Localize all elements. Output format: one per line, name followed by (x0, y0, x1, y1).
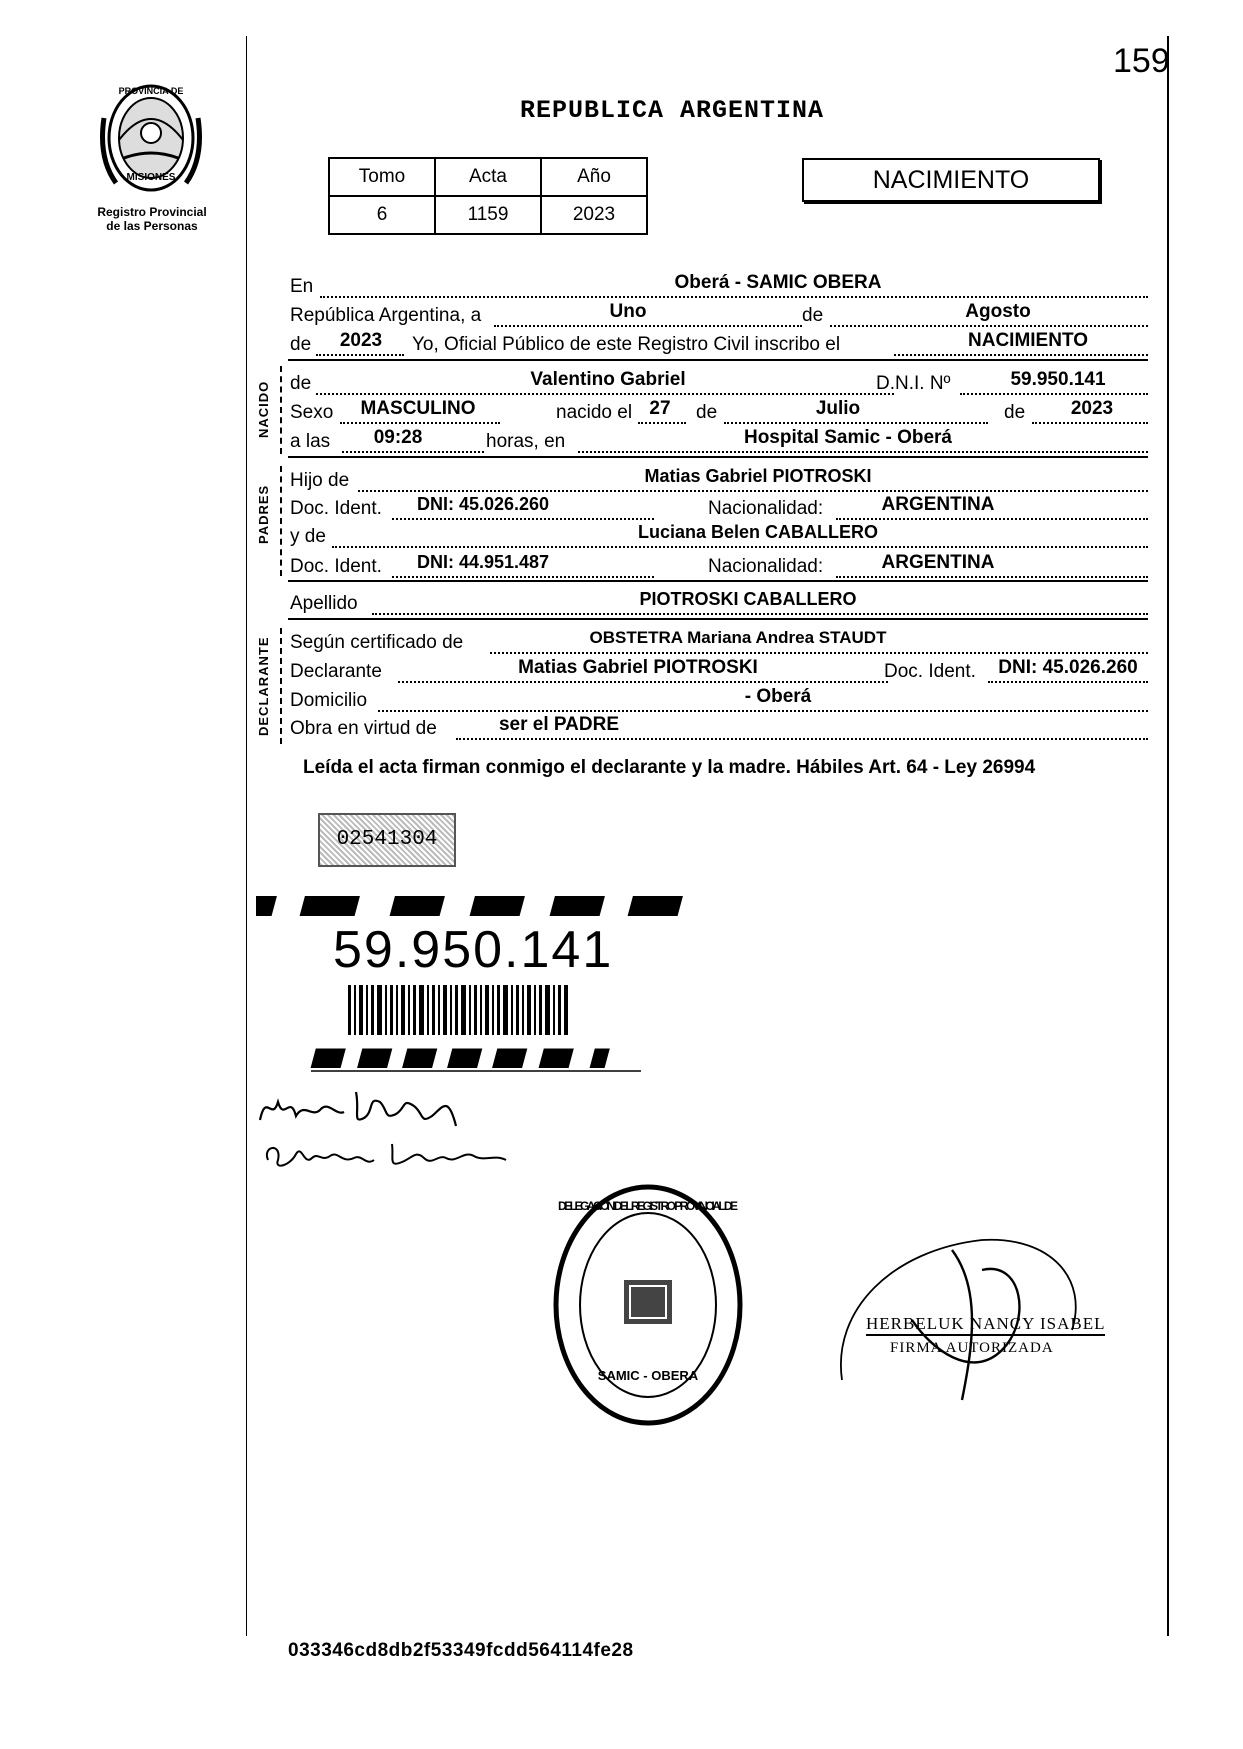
nacionalidad-label: Nacionalidad: (708, 498, 824, 519)
en-label: En (290, 276, 314, 297)
father-doc-value: DNI: 45.026.260 (416, 494, 550, 514)
segun-label: Según certificado de (290, 632, 464, 653)
document-type-box: NACIMIENTO (802, 158, 1100, 202)
inscribo-value: NACIMIENTO (968, 330, 1088, 351)
registry-seal-icon (548, 1180, 748, 1430)
meta-value-anio: 2023 (541, 196, 647, 234)
stamp-code: 02541304 (318, 813, 456, 867)
de2-label: de (290, 334, 312, 355)
form-line-sexo (288, 398, 1148, 426)
en-value: Oberá - SAMIC OBERA (674, 272, 882, 293)
doc-ident3-label: Doc. Ident. (884, 661, 976, 682)
meta-value-acta: 1159 (435, 196, 541, 234)
form-line-padre-doc (288, 494, 1148, 522)
province-seal-icon (96, 78, 206, 198)
record-meta-table (328, 157, 648, 235)
day-value: Uno (609, 301, 647, 322)
declarante-label: Declarante (290, 661, 382, 682)
meta-header-acta: Acta (435, 158, 541, 196)
form-line-madre-doc (288, 552, 1148, 580)
mother-nat-value: ARGENTINA (881, 552, 995, 573)
birth-year-value: 2023 (1070, 398, 1114, 419)
security-pattern-bottom (256, 1044, 696, 1074)
right-margin-line (1167, 36, 1169, 1636)
authority-role: FIRMA AUTORIZADA (890, 1340, 1054, 1356)
rep-label: República Argentina, a (290, 305, 482, 326)
declarante-doc-value: DNI: 45.026.260 (998, 657, 1138, 678)
barcode-icon (348, 985, 570, 1035)
birth-day-value: 27 (649, 398, 671, 419)
de5-label: de (1004, 402, 1026, 423)
form-line-yo (288, 330, 1148, 358)
mother-value: Luciana Belen CABALLERO (637, 522, 879, 542)
page-number: 159 (1113, 42, 1170, 80)
declarante-value: Matias Gabriel PIOTROSKI (518, 657, 758, 678)
yo-label: Yo, Oficial Público de este Registro Civil inscribo el (412, 334, 841, 355)
hour-value: 09:28 (373, 427, 423, 448)
doc-ident-label: Doc. Ident. (290, 498, 382, 519)
section-label-padres: PADRES (256, 484, 271, 544)
month-value: Agosto (965, 301, 1031, 322)
form-line-date (288, 301, 1148, 329)
de3-label: de (290, 373, 312, 394)
meta-header-anio: Año (541, 158, 647, 196)
obra-label: Obra en virtud de (290, 718, 437, 739)
authority-name: HERBELUK NANCY ISABEL (866, 1314, 1105, 1336)
obra-value: ser el PADRE (498, 714, 620, 735)
form-line-madre (288, 522, 1148, 550)
sexo-value: MASCULINO (360, 398, 476, 419)
section-label-nacido: NACIDO (256, 380, 271, 438)
form-line-apellido (288, 589, 1148, 617)
document-title: REPUBLICA ARGENTINA (520, 96, 825, 125)
father-value: Matias Gabriel PIOTROSKI (644, 466, 872, 486)
nacido-el-label: nacido el (556, 402, 633, 423)
apellido-label: Apellido (290, 593, 358, 614)
document-hash: 033346cd8db2f53349fcdd564114fe28 (288, 1640, 634, 1661)
form-line-hora (288, 427, 1148, 455)
svg-text:SAMIC - OBERA: SAMIC - OBERA (597, 1368, 699, 1383)
signature-father (256, 1082, 466, 1132)
segun-value: OBSTETRA Mariana Andrea STAUDT (589, 628, 887, 647)
domicilio-value: - Oberá (744, 686, 812, 707)
svg-text:DELEGACIÓN DEL REGISTRO PROVIN: DELEGACIÓN DEL REGISTRO PROVINCIAL DE (558, 1199, 738, 1213)
domicilio-label: Domicilio (290, 690, 368, 711)
form-line-segun (288, 628, 1148, 656)
sexo-label: Sexo (290, 402, 334, 423)
y-de-label: y de (290, 526, 326, 547)
doc-ident2-label: Doc. Ident. (290, 556, 382, 577)
big-dni-number: 59.950.141 (333, 921, 614, 979)
svg-text:PROVINCIA DE: PROVINCIA DE (118, 86, 184, 96)
apellido-value: PIOTROSKI CABALLERO (639, 589, 857, 609)
left-margin-line (246, 36, 247, 1636)
reading-statement: Leída el acta firman conmigo el declarante y la madre. Hábiles Art. 64 - Ley 26994 (303, 757, 1036, 778)
form-line-en (288, 272, 1148, 300)
horas-label: horas, en (486, 431, 566, 452)
place-value: Hospital Samic - Oberá (743, 427, 952, 448)
year-value: 2023 (339, 330, 383, 351)
meta-value-tomo: 6 (329, 196, 435, 234)
name-value: Valentino Gabriel (530, 369, 686, 390)
de4-label: de (696, 402, 718, 423)
dni-value: 59.950.141 (1010, 369, 1106, 390)
hijo-label: Hijo de (290, 470, 350, 491)
form-line-name (288, 369, 1148, 397)
security-pattern-top (256, 892, 696, 922)
logo-caption: Registro Provincial de las Personas (97, 205, 207, 233)
form-line-padre (288, 466, 1148, 494)
a-las-label: a las (290, 431, 331, 452)
birth-month-value: Julio (815, 398, 861, 419)
section-label-declarante: DECLARANTE (256, 636, 271, 736)
mother-doc-value: DNI: 44.951.487 (416, 552, 550, 572)
meta-header-tomo: Tomo (329, 158, 435, 196)
de-label: de (802, 305, 824, 326)
form-line-domicilio (288, 686, 1148, 714)
father-nat-value: ARGENTINA (881, 494, 995, 515)
nacionalidad2-label: Nacionalidad: (708, 556, 824, 577)
form-line-obra (288, 714, 1148, 742)
signature-mother (262, 1136, 512, 1176)
form-line-declarante (288, 657, 1148, 685)
dni-label: D.N.I. Nº (876, 373, 951, 394)
svg-text:MISIONES: MISIONES (126, 172, 176, 183)
